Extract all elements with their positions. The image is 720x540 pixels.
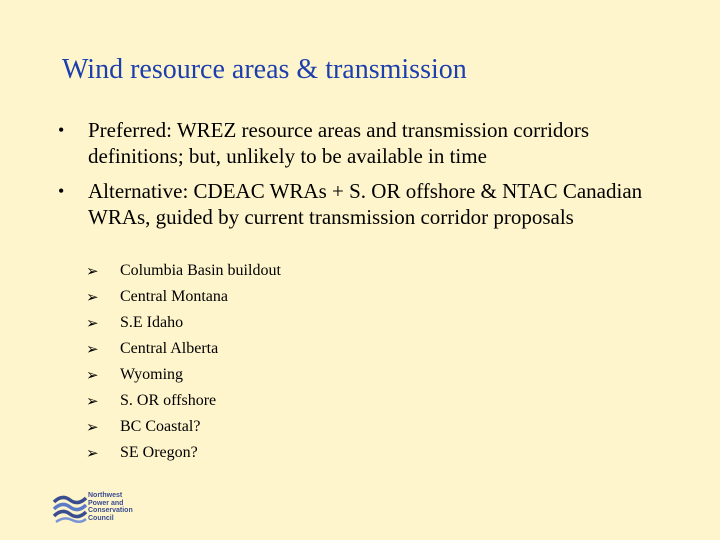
arrow-bullet-icon: ➢ [86, 366, 99, 384]
bullet-item [58, 178, 688, 230]
logo-text [88, 492, 148, 522]
sub-bullet-text: Columbia Basin buildout [120, 262, 281, 279]
arrow-bullet-icon: ➢ [86, 340, 99, 358]
wave-emblem-icon [52, 492, 88, 524]
sub-bullet-text: SE Oregon? [120, 444, 198, 461]
bullet-dot-icon: • [58, 120, 65, 140]
logo-line: Northwest [88, 492, 123, 499]
arrow-bullet-icon: ➢ [86, 262, 99, 280]
sub-bullet-item [86, 414, 281, 440]
arrow-bullet-icon: ➢ [86, 314, 99, 332]
arrow-bullet-icon: ➢ [86, 392, 99, 410]
sub-bullet-text: BC Coastal? [120, 418, 201, 435]
sub-bullet-item [86, 336, 281, 362]
sub-bullet-list [86, 258, 281, 466]
arrow-bullet-icon: ➢ [86, 418, 99, 436]
arrow-bullet-icon: ➢ [86, 288, 99, 306]
council-logo [52, 492, 147, 524]
sub-bullet-text: Wyoming [120, 366, 184, 383]
sub-bullet-item [86, 440, 281, 466]
logo-line: Conservation [88, 507, 133, 514]
bullet-list [58, 117, 688, 239]
arrow-bullet-icon: ➢ [86, 444, 99, 462]
sub-bullet-text: S. OR offshore [120, 392, 217, 409]
bullet-dot-icon: • [58, 181, 65, 201]
sub-bullet-text: Central Alberta [120, 340, 219, 357]
logo-line: Power and [88, 499, 124, 507]
slide-title: Wind resource areas & transmission [62, 54, 467, 85]
logo-line: Council [88, 514, 114, 522]
sub-bullet-text: Central Montana [120, 288, 228, 305]
sub-bullet-item [86, 388, 281, 414]
sub-bullet-item [86, 362, 281, 388]
sub-bullet-item [86, 258, 281, 284]
sub-bullet-item [86, 284, 281, 310]
bullet-text: Alternative: CDEAC WRAs + S. OR offshore & NTAC Canadian WRAs, guided by current transmission corridor proposals [88, 179, 643, 229]
bullet-item [58, 117, 688, 169]
sub-bullet-text: S.E Idaho [120, 314, 184, 331]
bullet-text: Preferred: WREZ resource areas and transmission corridors definitions; but, unlikely to be available in time [88, 118, 590, 168]
sub-bullet-item [86, 310, 281, 336]
